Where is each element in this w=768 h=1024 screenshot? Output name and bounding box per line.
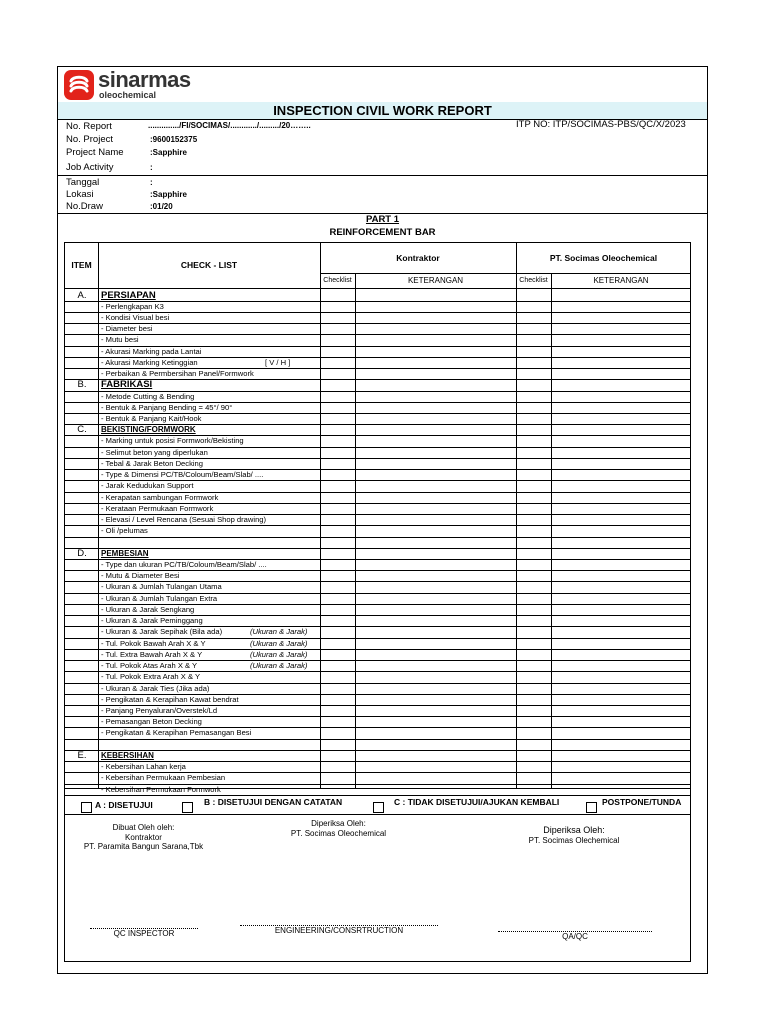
checklist-header: CHECK - LIST xyxy=(180,260,238,270)
col-divider xyxy=(551,273,552,788)
checklist-item: - Oli /pelumas xyxy=(101,526,148,536)
section-letter: A. xyxy=(77,289,87,301)
checklist-item: - Jarak Kedudukan Support xyxy=(101,481,194,491)
checklist-item: - Akurasi Marking Ketinggian xyxy=(101,357,198,367)
checklist-item-note: (Ukuran & Jarak) xyxy=(250,627,308,637)
row-divider xyxy=(65,379,690,380)
sig-mid-line2: PT. Socimas Oleochemical xyxy=(290,829,387,838)
kontraktor-checklist-header: Checklist xyxy=(323,277,352,284)
row-divider xyxy=(65,323,690,324)
checklist-item: - Bentuk & Panjang Kait/Hook xyxy=(101,414,202,424)
checklist-item: - Akurasi Marking pada Lantai xyxy=(101,346,202,356)
checklist-item: - Kondisi Visual besi xyxy=(101,312,170,322)
row-divider xyxy=(65,739,690,740)
nodraw-value: :01/20 xyxy=(150,202,173,211)
row-divider xyxy=(65,750,690,751)
project-name-label: Project Name xyxy=(66,147,124,158)
checklist-table xyxy=(64,242,691,962)
checklist-item: - Tul. Pokok Extra Arah X & Y xyxy=(101,672,201,682)
checklist-item: - Perlengkapan K3 xyxy=(101,301,164,311)
option-b-label: B : DISETUJUI DENGAN CATATAN xyxy=(204,797,343,807)
tanggal-label: Tanggal xyxy=(66,177,100,188)
qaqc-label: QA/QC xyxy=(562,932,588,941)
header-sub-line xyxy=(320,273,691,274)
section-letter: B. xyxy=(77,379,87,391)
option-d-checkbox[interactable] xyxy=(586,802,597,813)
job-activity-label: Job Activity xyxy=(66,162,114,173)
checklist-item: - Tul. Pokok Atas Arah X & Y xyxy=(101,661,198,671)
sig-left-line1: Dibuat Oleh oleh: xyxy=(112,823,175,832)
checklist-item: - Pengikatan & Kerapihan Pemasangan Besi xyxy=(101,728,252,738)
no-report-label: No. Report xyxy=(66,121,112,132)
brand-name: sinarmas xyxy=(98,67,191,92)
header-bottom-line xyxy=(65,288,690,289)
checklist-item: - Mutu & Diameter Besi xyxy=(101,571,180,581)
sig-mid-line1: Diperiksa Oleh: xyxy=(311,819,366,828)
checklist-item: - Kerapatan sambungan Formwork xyxy=(101,492,219,502)
checklist-item: - Mutu besi xyxy=(101,335,139,345)
checklist-item: - Bentuk & Panjang Bending = 45°/ 90° xyxy=(101,402,233,412)
options-end-line xyxy=(65,814,690,815)
logo-row xyxy=(58,67,707,103)
checklist-item: - Ukuran & Jarak Ties (Jika ada) xyxy=(101,683,210,693)
section-title: BEKISTING/FORMWORK xyxy=(101,425,196,435)
nodraw-label: No.Draw xyxy=(66,201,103,212)
checklist-item-note: (Ukuran & Jarak) xyxy=(250,638,308,648)
option-b-checkbox[interactable] xyxy=(182,802,193,813)
section-title: PEMBESIAN xyxy=(101,548,149,558)
lokasi-value: :Sapphire xyxy=(150,190,187,199)
col-divider xyxy=(355,273,356,788)
option-a-label: A : DISETUJUI xyxy=(95,800,153,810)
checklist-item: - Perbaikan & Permbersihan Panel/Formwork xyxy=(101,369,254,379)
no-report-value: ............../FI/SOCIMAS/............/........./20…….. xyxy=(148,121,311,130)
header-divider xyxy=(58,175,707,176)
checklist-item: - Kebersihan Permukaan Formwork xyxy=(101,784,221,794)
checklist-item: - Metode Cutting & Bending xyxy=(101,391,195,401)
section-letter: E. xyxy=(77,749,87,761)
section-letter: C. xyxy=(77,424,87,436)
part-subtitle: REINFORCEMENT BAR xyxy=(329,227,436,238)
option-c-label: C : TIDAK DISETUJUI/AJUKAN KEMBALI xyxy=(394,797,560,807)
col-divider xyxy=(98,243,99,788)
checklist-item: - Ukuran & Jarak Sepihak (Bila ada) xyxy=(101,627,223,637)
table-end-line xyxy=(65,788,690,789)
socimas-header: PT. Socimas Oleochemical xyxy=(549,253,658,263)
kontraktor-header: Kontraktor xyxy=(396,253,440,263)
qc-inspector-label: QC INSPECTOR xyxy=(113,929,175,938)
checklist-item: - Selimut beton yang diperlukan xyxy=(101,447,208,457)
checklist-item: - Kebersihan Permukaan Pembesian xyxy=(101,773,226,783)
lokasi-label: Lokasi xyxy=(66,189,94,200)
row-divider xyxy=(65,525,690,526)
job-activity-value: : xyxy=(150,163,153,172)
option-c-checkbox[interactable] xyxy=(373,802,384,813)
col-divider xyxy=(320,243,321,788)
checklist-item: - Kebersihan Lahan kerja xyxy=(101,762,186,772)
checklist-item: - Ukuran & Jumlah Tulangan Extra xyxy=(101,593,218,603)
row-divider xyxy=(65,334,690,335)
checklist-item-note: (Ukuran & Jarak) xyxy=(250,649,308,659)
section-letter: D. xyxy=(77,547,87,559)
checklist-item: - Ukuran & Jumlah Tulangan Utama xyxy=(101,582,222,592)
brand-sub: oleochemical xyxy=(99,90,157,100)
section-title: PERSIAPAN xyxy=(101,289,156,301)
itp-number: ITP NO: ITP/SOCIMAS-PBS/QC/X/2023 xyxy=(516,119,686,130)
section-title: KEBERSIHAN xyxy=(101,750,154,760)
socimas-keterangan-header: KETERANGAN xyxy=(593,276,649,285)
kontraktor-keterangan-header: KETERANGAN xyxy=(407,276,464,285)
row-divider xyxy=(65,795,690,796)
option-d-label: POSTPONE/TUNDA xyxy=(602,797,682,807)
checklist-item: - Marking untuk posisi Formwork/Bekisting xyxy=(101,436,244,446)
checklist-item: - Ukuran & Jarak Peminggang xyxy=(101,616,203,626)
row-divider xyxy=(65,548,690,549)
checklist-item: - Kerataan Permukaan Formwork xyxy=(101,503,214,513)
sig-left-line2: Kontraktor xyxy=(125,833,162,842)
sinarmas-logo-icon xyxy=(64,70,94,100)
row-divider xyxy=(65,537,690,538)
item-header: ITEM xyxy=(71,260,92,270)
checklist-item-note: [ V / H ] xyxy=(265,357,291,367)
checklist-item: - Tul. Pokok Bawah Arah X & Y xyxy=(101,638,206,648)
option-a-checkbox[interactable] xyxy=(81,802,92,813)
checklist-item: - Elevasi / Level Rencana (Sesuai Shop drawing) xyxy=(101,515,267,525)
part-title: PART 1 xyxy=(365,214,400,225)
no-project-value: :9600152375 xyxy=(150,135,198,144)
engineering-label: ENGINEERING/CONSRTRUCTION xyxy=(274,926,404,935)
sig-right-line1: Diperiksa Oleh: xyxy=(543,825,605,835)
col-divider xyxy=(516,243,517,788)
tanggal-value: : xyxy=(150,178,153,187)
checklist-item: - Diameter besi xyxy=(101,324,153,334)
checklist-item: - Pengikatan & Kerapihan Kawat bendrat xyxy=(101,694,239,704)
section-title: FABRIKASI xyxy=(101,379,153,391)
checklist-item: - Tul. Extra Bawah Arah X & Y xyxy=(101,649,203,659)
sig-left-line3: PT. Paramita Bangun Sarana,Tbk xyxy=(83,842,204,851)
sig-right-line2: PT. Socimas Olechemical xyxy=(528,836,620,845)
checklist-item: - Tebal & Jarak Beton Decking xyxy=(101,458,204,468)
project-name-value: :Sapphire xyxy=(150,148,187,157)
checklist-item: - Panjang Penyaluran/Overstek/Ld xyxy=(101,706,218,715)
checklist-item: - Type & Dimensi PC/TB/Coloum/Beam/Slab/ .... xyxy=(101,470,264,480)
page-title: INSPECTION CIVIL WORK REPORT xyxy=(58,102,707,120)
checklist-item: - Pemasangan Beton Decking xyxy=(101,717,202,727)
checklist-item: - Type dan ukuran PC/TB/Coloum/Beam/Slab/ .... xyxy=(101,560,267,570)
checklist-item: - Ukuran & Jarak Sengkang xyxy=(101,604,195,614)
socimas-checklist-header: Checklist xyxy=(519,277,548,284)
no-project-label: No. Project xyxy=(66,134,113,145)
checklist-item-note: (Ukuran & Jarak) xyxy=(250,661,308,671)
